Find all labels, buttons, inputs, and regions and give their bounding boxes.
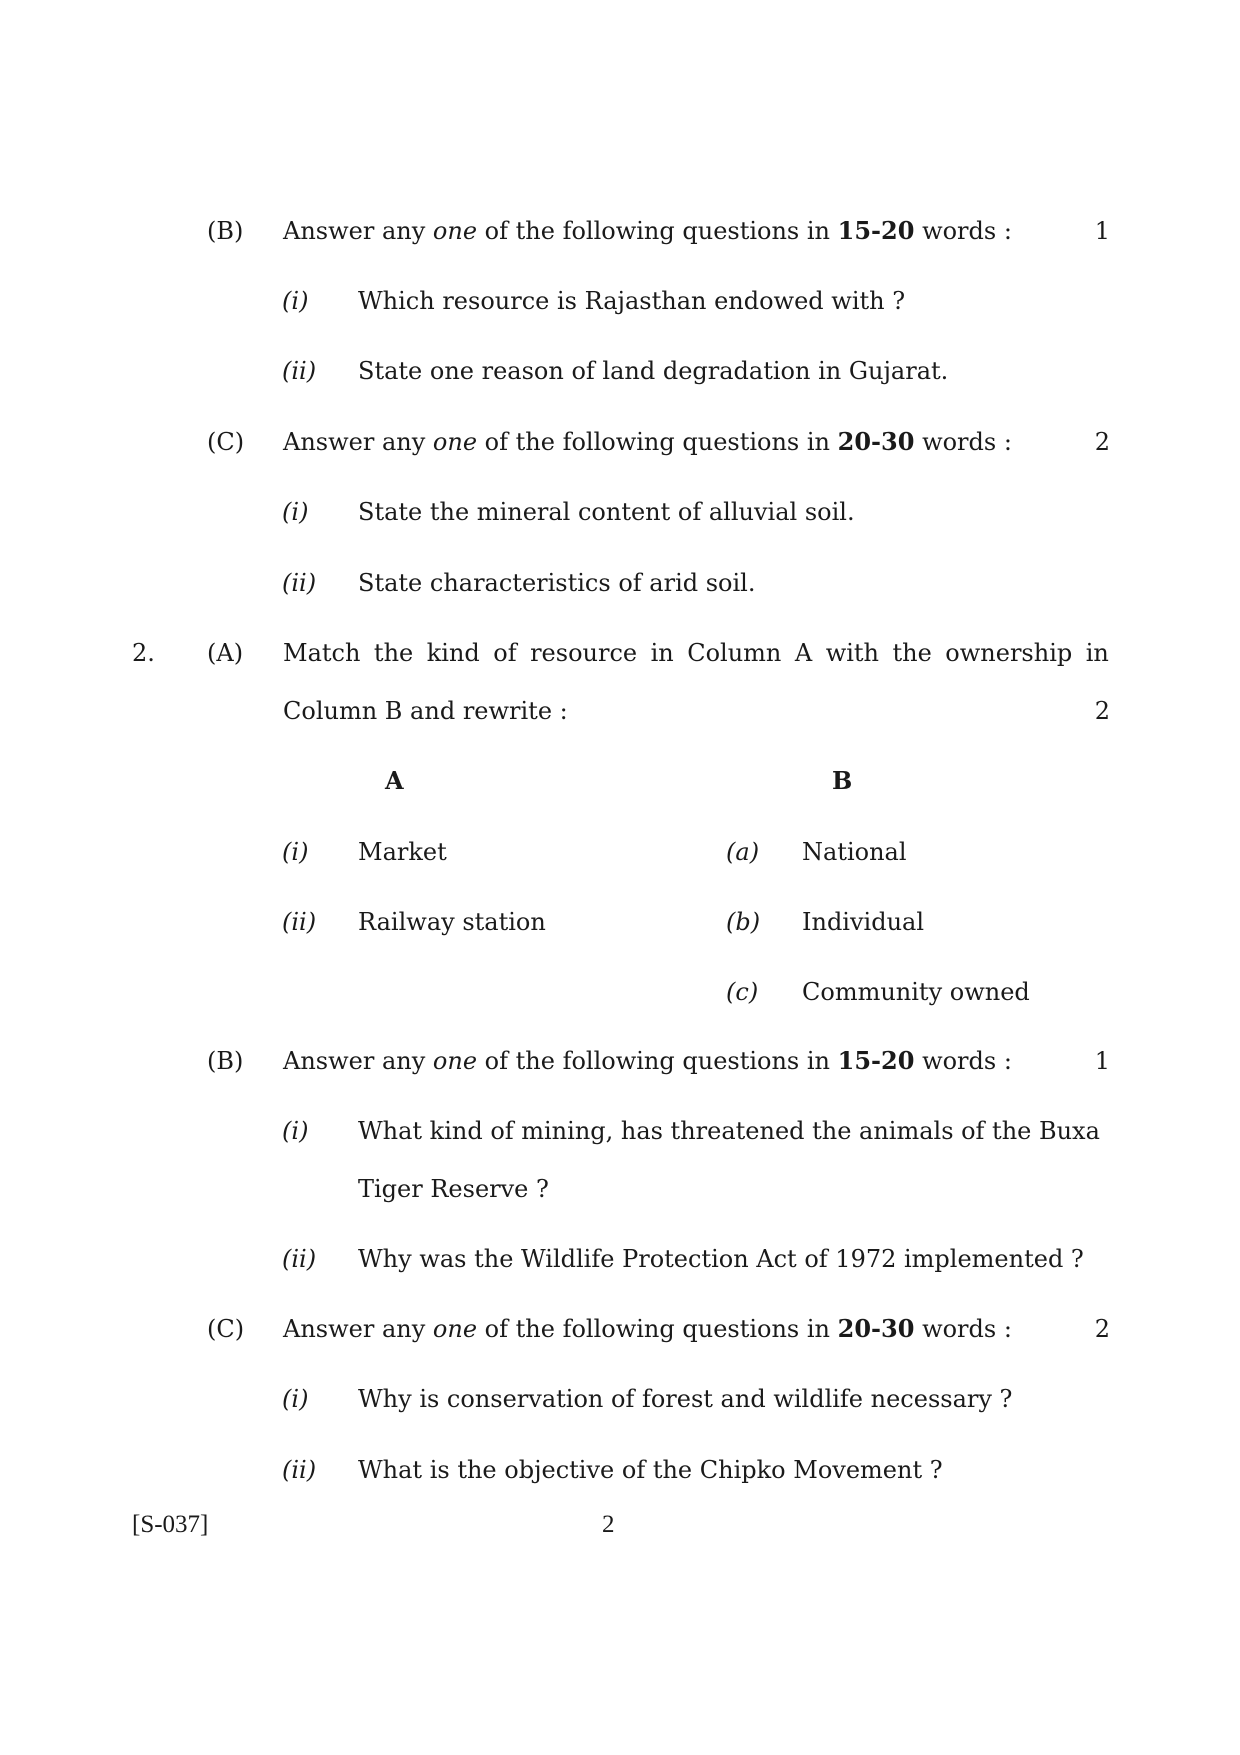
- column-a-item-2-label: (ii): [282, 908, 317, 936]
- question-2-number: 2.: [132, 639, 155, 667]
- column-a-item-1-label: (i): [282, 838, 309, 866]
- q2-c-label: (C): [207, 1315, 245, 1343]
- column-a-item-2-text: Railway station: [358, 908, 546, 936]
- q2-c-instruction: Answer any one of the following questions in 20-30 words :: [283, 1314, 1012, 1343]
- q1-b-label: (B): [207, 217, 244, 245]
- column-a-item-1-text: Market: [358, 838, 447, 866]
- q2-b-item-2-text: Why was the Wildlife Protection Act of 1972 implemented ?: [358, 1245, 1084, 1273]
- q2-a-label: (A): [207, 639, 244, 667]
- q2-b-item-1-line1: What kind of mining, has threatened the animals of the Buxa: [358, 1117, 1100, 1145]
- q1-c-instruction: Answer any one of the following questions in 20-30 words :: [283, 427, 1012, 456]
- q2-c-item-1-text: Why is conservation of forest and wildlife necessary ?: [358, 1385, 1013, 1413]
- q2-b-item-2-label: (ii): [282, 1245, 317, 1273]
- q2-a-instruction-line1: Match the kind of resource in Column A with the ownership in: [283, 639, 1109, 667]
- q2-c-item-2-label: (ii): [282, 1456, 317, 1484]
- column-b-item-3-text: Community owned: [802, 978, 1030, 1006]
- q2-b-marks: 1: [1094, 1047, 1110, 1075]
- q1-c-item-2-label: (ii): [282, 569, 317, 597]
- paper-code: [S-037]: [132, 1511, 209, 1538]
- q2-a-instruction-line2: Column B and rewrite :: [283, 697, 568, 725]
- page-number: 2: [602, 1511, 615, 1538]
- q1-b-marks: 1: [1094, 217, 1110, 245]
- column-b-heading: B: [832, 766, 853, 795]
- q1-c-label: (C): [207, 428, 245, 456]
- q2-b-label: (B): [207, 1047, 244, 1075]
- q2-c-item-1-label: (i): [282, 1385, 309, 1413]
- q1-c-marks: 2: [1094, 428, 1110, 456]
- q1-b-item-1-label: (i): [282, 287, 309, 315]
- column-a-heading: A: [385, 766, 404, 795]
- column-b-item-1-text: National: [802, 838, 907, 866]
- column-b-item-3-label: (c): [726, 978, 759, 1006]
- q2-b-item-1-line2: Tiger Reserve ?: [358, 1175, 549, 1203]
- q2-c-item-2-text: What is the objective of the Chipko Movement ?: [358, 1456, 943, 1484]
- q2-c-marks: 2: [1094, 1315, 1110, 1343]
- column-b-item-1-label: (a): [726, 838, 760, 866]
- q2-b-instruction: Answer any one of the following questions in 15-20 words :: [283, 1046, 1012, 1075]
- column-b-item-2-label: (b): [726, 908, 761, 936]
- q1-c-item-1-label: (i): [282, 498, 309, 526]
- q1-c-item-2-text: State characteristics of arid soil.: [358, 569, 756, 597]
- column-b-item-2-text: Individual: [802, 908, 925, 936]
- q1-b-item-1-text: Which resource is Rajasthan endowed with ?: [358, 287, 906, 315]
- q1-b-item-2-label: (ii): [282, 357, 317, 385]
- q1-c-item-1-text: State the mineral content of alluvial soil.: [358, 498, 855, 526]
- q1-b-item-2-text: State one reason of land degradation in Gujarat.: [358, 357, 949, 385]
- q2-b-item-1-label: (i): [282, 1117, 309, 1145]
- q2-a-marks: 2: [1094, 697, 1110, 725]
- q1-b-instruction: Answer any one of the following questions in 15-20 words :: [283, 216, 1012, 245]
